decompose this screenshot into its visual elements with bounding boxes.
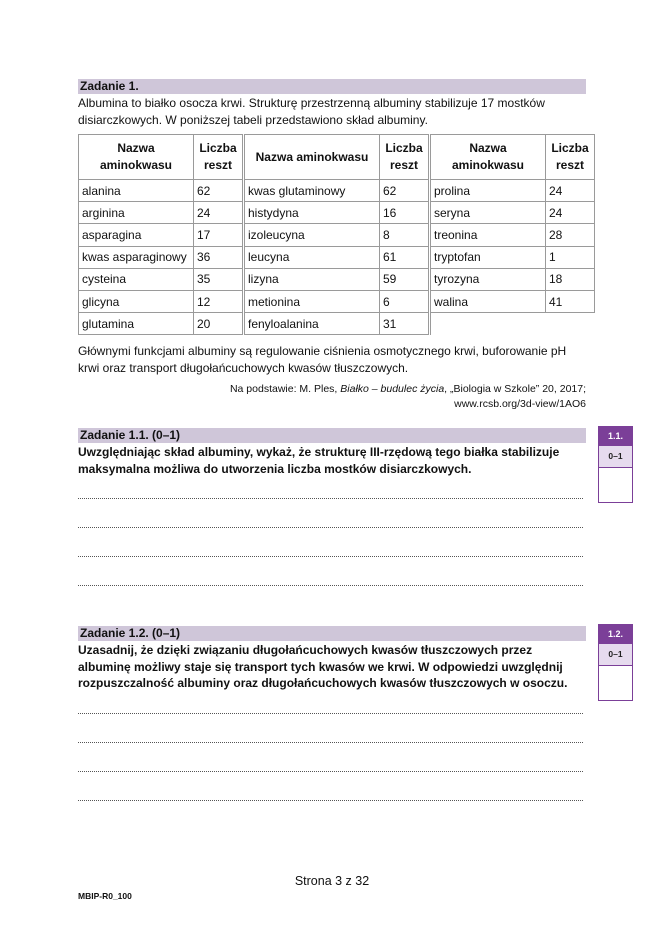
amino-acid-name: arginina [79, 202, 194, 224]
residue-count: 6 [380, 290, 430, 312]
residue-count: 1 [546, 246, 595, 268]
residue-count: 24 [546, 180, 595, 202]
residue-count: 17 [194, 224, 244, 246]
table-row [79, 268, 595, 290]
task-1-1-question: Uwzględniając skład albuminy, wykaż, że strukturę III-rzędową tego białka stabilizuje maksymalna możliwa do utworzenia liczba mostków disiarczkowych. [78, 445, 560, 476]
residue-count: 12 [194, 290, 244, 312]
answer-line[interactable] [78, 497, 583, 499]
source-citation [230, 382, 586, 412]
task-1-header [78, 79, 586, 94]
table-row [79, 202, 595, 224]
score-field[interactable] [599, 665, 632, 700]
amino-acid-name: fenyloalanina [244, 313, 380, 335]
task-1-title: Zadanie 1. [80, 79, 139, 93]
table-row [79, 313, 595, 335]
task-1-2-header [78, 626, 586, 641]
answer-line[interactable] [78, 799, 583, 801]
score-box-1-1 [598, 426, 633, 503]
task-1-1-header [78, 428, 586, 443]
albumin-functions: Głównymi funkcjami albuminy są regulowanie ciśnienia osmotycznego krwi, buforowanie pH krwi oraz transport długołańcuchowych kwasów tłuszczowych. [78, 344, 567, 375]
residue-count: 24 [194, 202, 244, 224]
residue-count: 41 [546, 290, 595, 312]
residue-count: 8 [380, 224, 430, 246]
amino-acid-name [430, 313, 546, 335]
residue-count: 62 [194, 180, 244, 202]
header-name: Nazwa aminokwasu [430, 135, 546, 180]
amino-acid-name: prolina [430, 180, 546, 202]
table-row [79, 246, 595, 268]
answer-line[interactable] [78, 526, 583, 528]
residue-count: 59 [380, 268, 430, 290]
residue-count: 35 [194, 268, 244, 290]
amino-acid-name: leucyna [244, 246, 380, 268]
header-count: Liczba reszt [194, 135, 244, 180]
header-count: Liczba reszt [546, 135, 595, 180]
score-field[interactable] [599, 467, 632, 502]
amino-acid-name: izoleucyna [244, 224, 380, 246]
table-row [79, 180, 595, 202]
amino-acid-name: walina [430, 290, 546, 312]
amino-acid-name: kwas glutaminowy [244, 180, 380, 202]
amino-acid-table [78, 134, 595, 335]
residue-count: 31 [380, 313, 430, 335]
residue-count: 18 [546, 268, 595, 290]
table-row [79, 290, 595, 312]
amino-acid-name: metionina [244, 290, 380, 312]
amino-acid-name: tyrozyna [430, 268, 546, 290]
residue-count: 28 [546, 224, 595, 246]
residue-count [546, 313, 595, 335]
table-header-row [79, 135, 595, 180]
answer-line[interactable] [78, 741, 583, 743]
table-row [79, 224, 595, 246]
amino-acid-name: histydyna [244, 202, 380, 224]
score-label: 1.2. [599, 625, 632, 643]
amino-acid-name: treonina [430, 224, 546, 246]
answer-line[interactable] [78, 584, 583, 586]
amino-acid-name: seryna [430, 202, 546, 224]
score-points: 0–1 [599, 445, 632, 467]
header-count: Liczba reszt [380, 135, 430, 180]
source-line-1: Na podstawie: M. Ples, Białko – budulec życia, „Biologia w Szkole” 20, 2017; [229, 383, 586, 395]
header-name: Nazwa aminokwasu [244, 135, 380, 180]
amino-acid-name: cysteina [79, 268, 194, 290]
residue-count: 61 [380, 246, 430, 268]
residue-count: 20 [194, 313, 244, 335]
task-1-1-title: Zadanie 1.1. (0–1) [80, 428, 181, 442]
amino-acid-name: tryptofan [430, 246, 546, 268]
residue-count: 36 [194, 246, 244, 268]
amino-acid-name: kwas asparaginowy [79, 246, 194, 268]
task-1-2-title: Zadanie 1.2. (0–1) [80, 626, 181, 640]
amino-acid-name: glicyna [79, 290, 194, 312]
amino-acid-name: glutamina [79, 313, 194, 335]
answer-line[interactable] [78, 770, 583, 772]
header-name: Nazwa aminokwasu [79, 135, 194, 180]
amino-acid-name: alanina [79, 180, 194, 202]
task-1-2-question: Uzasadnij, że dzięki związaniu długołańcuchowych kwasów tłuszczowych przez albuminę możliwy staje się transport tych kwasów we krwi. W odpowiedzi uwzględnij rozpuszczalność albuminy oraz długołańcuchowych kwasów tłuszczowych w osoczu. [78, 643, 568, 690]
score-label: 1.1. [599, 427, 632, 445]
residue-count: 62 [380, 180, 430, 202]
amino-acid-name: lizyna [244, 268, 380, 290]
residue-count: 24 [546, 202, 595, 224]
answer-line[interactable] [78, 555, 583, 557]
answer-line[interactable] [78, 712, 583, 714]
source-line-2: www.rcsb.org/3d-view/1AO6 [454, 398, 586, 410]
amino-acid-name: asparagina [79, 224, 194, 246]
page-number: Strona 3 z 32 [294, 874, 370, 888]
exam-code: MBIP-R0_100 [78, 891, 132, 901]
residue-count: 16 [380, 202, 430, 224]
score-box-1-2 [598, 624, 633, 701]
task-1-intro: Albumina to białko osocza krwi. Strukturę przestrzenną albuminy stabilizuje 17 mostków disiarczkowych. W poniższej tabeli przedstawiono skład albuminy. [78, 96, 545, 127]
score-points: 0–1 [599, 643, 632, 665]
